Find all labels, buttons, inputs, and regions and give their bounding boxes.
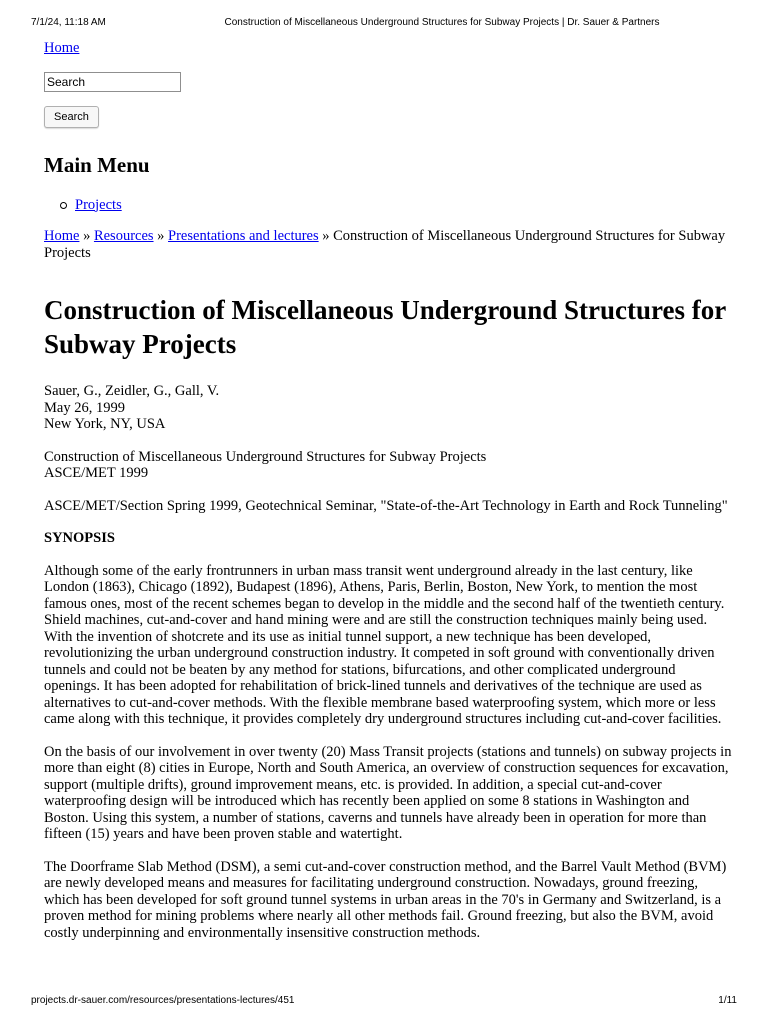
- search-input[interactable]: [44, 72, 181, 92]
- breadcrumb-resources[interactable]: Resources: [93, 228, 154, 244]
- breadcrumb-separator: »: [79, 228, 94, 244]
- publication-venue: ASCE/MET 1999: [44, 465, 149, 481]
- synopsis-paragraph: On the basis of our involvement in over twenty (20) Mass Transit projects (stations and tunnels) on subway projects in more than eight (8) cities in Europe, North and South America, an overview of construction sequences for excavation, support (multiple drifts), ground improvement means, etc. is provided. In addition, a special cut-and-cover waterproofing design will be introduced which has recently been applied on some 8 stations in Washington and Boston. Using this system, a number of stations, caverns and tunnels have already been in operation for more than fifteen (15) years and have been proven stable and watertight.: [44, 743, 732, 842]
- publication-info: [44, 449, 734, 482]
- print-url: projects.dr-sauer.com/resources/presentations-lectures/451: [31, 995, 295, 1006]
- main-menu-heading: Main Menu: [44, 152, 150, 177]
- article-location: New York, NY, USA: [44, 416, 166, 432]
- breadcrumb-home[interactable]: Home: [44, 228, 80, 244]
- print-page-title: Construction of Miscellaneous Underground Structures for Subway Projects | Dr. Sauer & Partners: [224, 17, 660, 28]
- publication-title: Construction of Miscellaneous Underground Structures for Subway Projects: [44, 448, 487, 465]
- article-authors: Sauer, G., Zeidler, G., Gall, V.: [44, 383, 220, 399]
- article-meta: [44, 383, 734, 433]
- main-menu-list: [44, 197, 734, 214]
- print-header: [0, 17, 768, 31]
- event-description: ASCE/MET/Section Spring 1999, Geotechnical Seminar, "State-of-the-Art Technology in Earth and Rock Tunneling": [44, 497, 728, 514]
- synopsis-paragraph: The Doorframe Slab Method (DSM), a semi cut-and-cover construction method, and the Barrel Vault Method (BVM) are newly developed means and measures for facilitating underground construction. Nowadays, ground freezing, which has been developed for soft ground tunnel systems in urban areas in the 70's in Germany and Switzerland, is a proven method for mining problems where nearly all other methods fail. Ground freezing, but also the BVM, avoid costly underpinning and environmentally insensitive construction methods.: [44, 858, 727, 941]
- breadcrumb: [44, 228, 734, 261]
- menu-link-projects[interactable]: Projects: [75, 196, 122, 213]
- breadcrumb-current: Construction of Miscellaneous Underground Structures for Subway Projects: [44, 228, 726, 261]
- home-link[interactable]: Home: [44, 40, 80, 56]
- breadcrumb-separator: »: [153, 228, 169, 244]
- circle-bullet-icon: [60, 202, 67, 209]
- breadcrumb-presentations[interactable]: Presentations and lectures: [168, 228, 319, 244]
- article-date: May 26, 1999: [44, 399, 125, 416]
- main-menu-item: [75, 197, 734, 214]
- breadcrumb-separator: »: [318, 228, 334, 244]
- print-page-number: 1/11: [718, 995, 737, 1006]
- search-button[interactable]: Search: [44, 106, 99, 128]
- synopsis-paragraph: Although some of the early frontrunners in urban mass transit went underground already in the last century, like London (1863), Chicago (1892), Budapest (1896), Athens, Paris, Berlin, Boston, New York, to mention the most famous ones, most of the recent schemes began to develop in the middle and the second half of the twentieth century. Shield machines, cut-and-cover and hand mining were and are still the construction techniques mainly being used. With the invention of shotcrete and its use as initial tunnel support, a new technique has been developed, revolutionizing the urban underground construction industry. It competed in soft ground with conventionally driven tunnels and could not be beaten by any method for stations, bifurcations, and other complicated underground openings. It has been adopted for rehabilitation of brick-lined tunnels and derivatives of the technique are used as alternatives to cut-and-cover methods. With the flexible membrane based waterproofing system, which more or less came along with this technique, it provides completely dry underground structures including cut-and-cover facilities.: [44, 562, 725, 727]
- page-title: Construction of Miscellaneous Underground Structures for Subway Projects: [44, 295, 726, 359]
- synopsis-heading: SYNOPSIS: [44, 530, 115, 546]
- page-content: [44, 40, 734, 941]
- print-date: 7/1/24, 11:18 AM: [31, 17, 106, 28]
